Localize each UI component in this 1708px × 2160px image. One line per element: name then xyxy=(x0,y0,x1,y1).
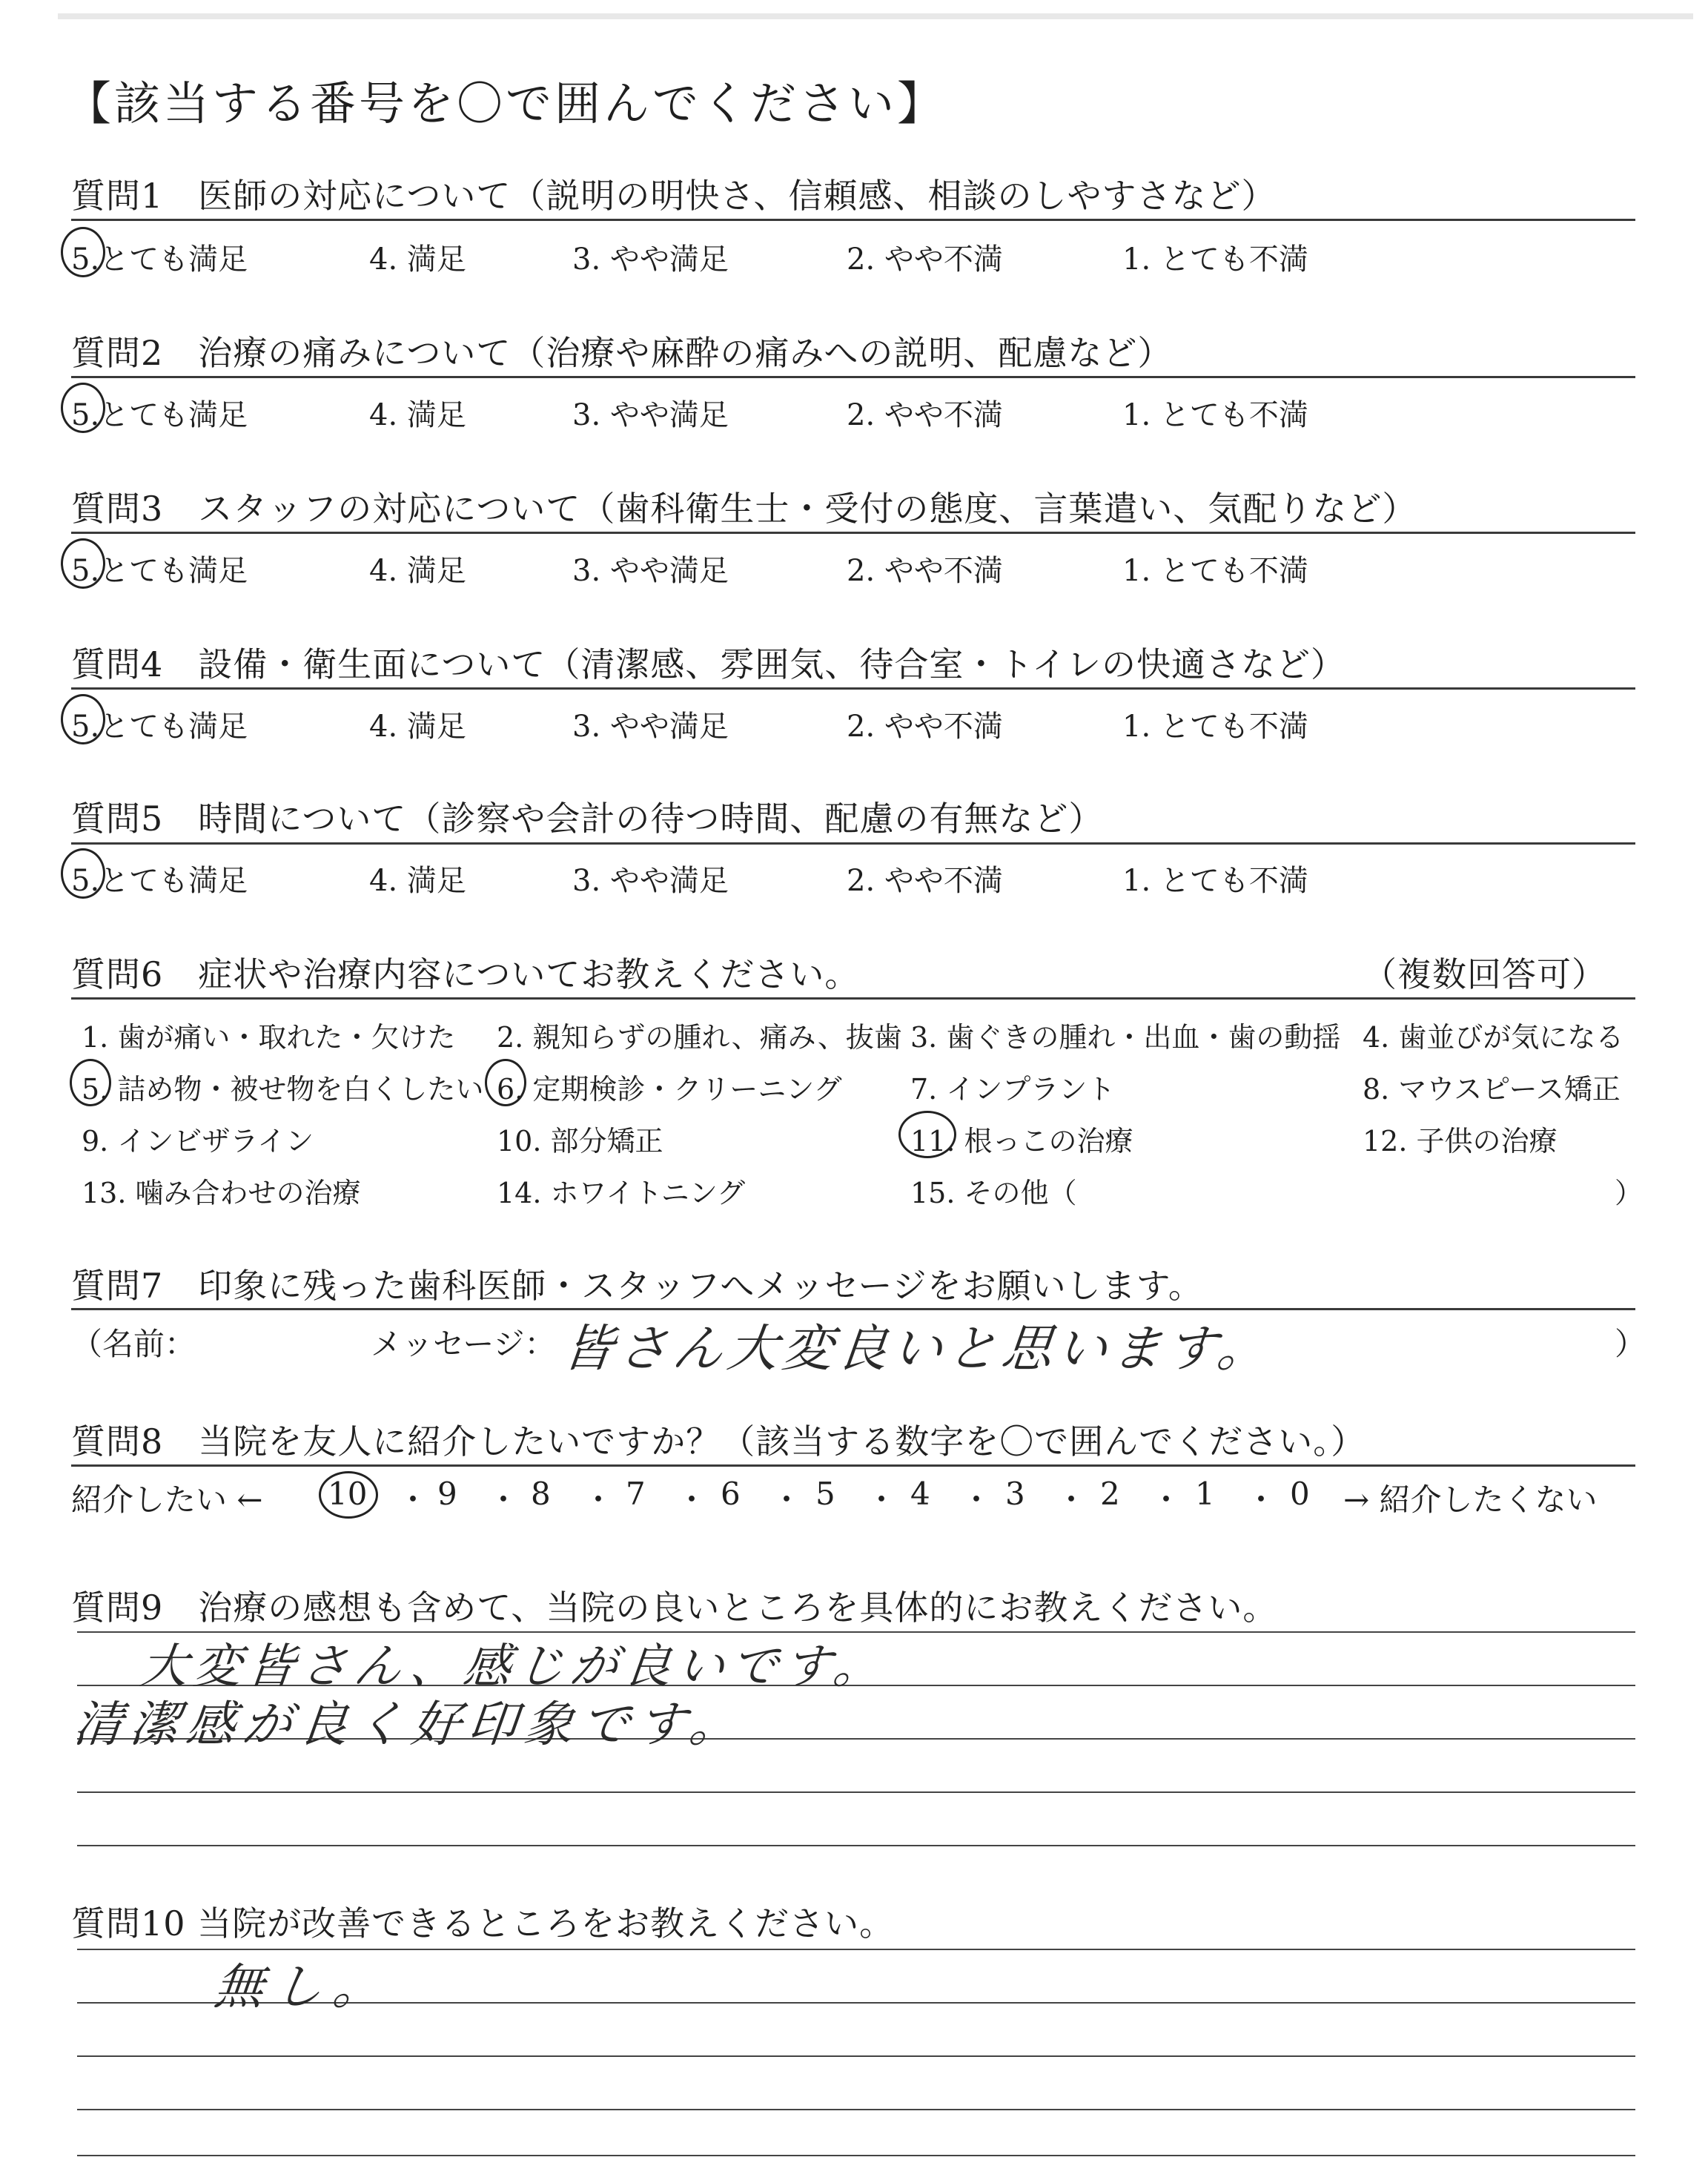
q8-score-7[interactable]: 7 xyxy=(626,1476,646,1512)
q8-dot: ・ xyxy=(1151,1482,1182,1518)
q7-title: 質問7 印象に残った歯科医師・スタッフへメッセージをお願いします。 xyxy=(71,1266,1203,1306)
q1-option-3[interactable]: 3. やや満足 xyxy=(572,242,729,277)
q6-item-1[interactable]: 1. 歯が痛い・取れた・欠けた xyxy=(82,1021,456,1054)
q1-rule xyxy=(71,219,1635,221)
q6-item-3[interactable]: 3. 歯ぐきの腫れ・出血・歯の動揺 xyxy=(910,1021,1341,1054)
q6-item-13[interactable]: 13. 噛み合わせの治療 xyxy=(82,1177,361,1209)
q5-rule xyxy=(71,842,1635,845)
q8-dot: ・ xyxy=(583,1482,615,1518)
q8-score-6[interactable]: 6 xyxy=(721,1476,741,1512)
q8-score-8[interactable]: 8 xyxy=(531,1476,551,1512)
q10-answer-line-1[interactable]: 無し。 xyxy=(211,1958,396,2015)
q6-item-12[interactable]: 12. 子供の治療 xyxy=(1363,1125,1558,1157)
q8-score-4[interactable]: 4 xyxy=(910,1476,930,1512)
form-heading: 【該当する番号を〇で囲んでください】 xyxy=(65,76,947,131)
q1-title: 質問1 医師の対応について（説明の明快さ、信頼感、相談のしやすさなど） xyxy=(71,176,1277,216)
q8-rule xyxy=(71,1464,1635,1467)
q8-left-label: 紹介したい ← xyxy=(71,1482,263,1518)
q8-dot: ・ xyxy=(961,1482,993,1518)
q6-item-4[interactable]: 4. 歯並びが気になる xyxy=(1363,1021,1624,1054)
q3-option-4[interactable]: 4. 満足 xyxy=(369,554,466,588)
q10-line xyxy=(77,2155,1635,2156)
q8-score-1[interactable]: 1 xyxy=(1195,1476,1215,1512)
q5-option-3[interactable]: 3. やや満足 xyxy=(572,864,729,898)
q4-rule xyxy=(71,687,1635,690)
q6-item-8[interactable]: 8. マウスピース矯正 xyxy=(1363,1073,1621,1106)
q6-item-14[interactable]: 14. ホワイトニング xyxy=(497,1177,746,1209)
q3-option-2[interactable]: 2. やや不満 xyxy=(847,554,1003,588)
q2-title: 質問2 治療の痛みについて（治療や麻酔の痛みへの説明、配慮など） xyxy=(71,333,1173,373)
q7-message-handwritten[interactable]: 皆さん大変良いと思います。 xyxy=(560,1320,1276,1378)
q1-option-4[interactable]: 4. 満足 xyxy=(369,242,466,277)
scan-top-edge xyxy=(58,13,1693,19)
q6-item-11[interactable]: 11. 根っこの治療 xyxy=(910,1125,1133,1157)
q9-line xyxy=(77,1845,1635,1846)
q4-title: 質問4 設備・衛生面について（清潔感、雰囲気、待合室・トイレの快適さなど） xyxy=(71,644,1346,684)
q2-option-5[interactable]: 5.とても満足 xyxy=(71,398,248,432)
q8-score-5[interactable]: 5 xyxy=(815,1476,835,1512)
q1-option-2[interactable]: 2. やや不満 xyxy=(847,242,1003,277)
q2-option-3[interactable]: 3. やや満足 xyxy=(572,398,729,432)
q6-item-6[interactable]: 6. 定期検診・クリーニング xyxy=(497,1073,842,1106)
q2-option-2[interactable]: 2. やや不満 xyxy=(847,398,1003,432)
q8-dot: ・ xyxy=(676,1482,708,1518)
q3-option-1[interactable]: 1. とても不満 xyxy=(1122,554,1308,588)
q8-dot: ・ xyxy=(397,1482,429,1518)
q8-score-3[interactable]: 3 xyxy=(1005,1476,1025,1512)
q6-item-2[interactable]: 2. 親知らずの腫れ、痛み、抜歯 xyxy=(497,1021,902,1054)
q7-name-label: （名前： xyxy=(71,1326,196,1362)
q5-option-4[interactable]: 4. 満足 xyxy=(369,864,466,898)
q9-title: 質問9 治療の感想も含めて、当院の良いところを具体的にお教えください。 xyxy=(71,1588,1278,1628)
q8-score-10[interactable]: 10 xyxy=(328,1476,368,1512)
q8-score-0[interactable]: 0 xyxy=(1290,1476,1310,1512)
q1-option-5[interactable]: 5.とても満足 xyxy=(71,242,248,277)
q9-answer-line-2[interactable]: 清潔感が良く好印象です。 xyxy=(70,1696,749,1753)
q3-rule xyxy=(71,532,1635,534)
q6-item-5[interactable]: 5. 詰め物・被せ物を白くしたい xyxy=(82,1073,484,1106)
q4-option-4[interactable]: 4. 満足 xyxy=(369,710,466,744)
q6-item-15-close: ） xyxy=(1615,1177,1644,1209)
q8-dot: ・ xyxy=(1245,1482,1277,1518)
q8-right-label: → 紹介したくない xyxy=(1343,1482,1598,1518)
q8-dot: ・ xyxy=(1056,1482,1088,1518)
q9-line xyxy=(77,1791,1635,1793)
q5-option-1[interactable]: 1. とても不満 xyxy=(1122,864,1308,898)
q8-score-2[interactable]: 2 xyxy=(1100,1476,1120,1512)
q10-line xyxy=(77,2109,1635,2110)
q3-title: 質問3 スタッフの対応について（歯科衛生士・受付の態度、言葉遣い、気配りなど） xyxy=(71,489,1417,529)
q2-option-1[interactable]: 1. とても不満 xyxy=(1122,398,1308,432)
q2-rule xyxy=(71,376,1635,378)
q3-option-5[interactable]: 5.とても満足 xyxy=(71,554,248,588)
q4-option-1[interactable]: 1. とても不満 xyxy=(1122,710,1308,744)
q9-answer-line-1[interactable]: 大変皆さん、感じが良いです。 xyxy=(137,1639,890,1694)
q10-line xyxy=(77,2055,1635,2057)
q5-option-5[interactable]: 5.とても満足 xyxy=(71,864,248,898)
q4-option-5[interactable]: 5.とても満足 xyxy=(71,710,248,744)
q8-title: 質問8 当院を友人に紹介したいですか？（該当する数字を〇で囲んでください。） xyxy=(71,1421,1366,1462)
q5-option-2[interactable]: 2. やや不満 xyxy=(847,864,1003,898)
q6-item-7[interactable]: 7. インプラント xyxy=(910,1073,1116,1106)
q6-item-9[interactable]: 9. インビザライン xyxy=(82,1125,314,1157)
q3-option-3[interactable]: 3. やや満足 xyxy=(572,554,729,588)
q8-score-9[interactable]: 9 xyxy=(437,1476,457,1512)
q6-note: （複数回答可） xyxy=(1363,954,1606,994)
q2-option-4[interactable]: 4. 満足 xyxy=(369,398,466,432)
q4-option-3[interactable]: 3. やや満足 xyxy=(572,710,729,744)
q6-rule xyxy=(71,997,1635,1000)
q8-dot: ・ xyxy=(771,1482,803,1518)
q4-option-2[interactable]: 2. やや不満 xyxy=(847,710,1003,744)
q7-close-paren: ） xyxy=(1615,1326,1646,1362)
q6-item-15[interactable]: 15. その他（ xyxy=(910,1177,1077,1209)
q10-title: 質問10 当院が改善できるところをお教えください。 xyxy=(71,1903,895,1943)
q1-option-1[interactable]: 1. とても不満 xyxy=(1122,242,1308,277)
q6-title: 質問6 症状や治療内容についてお教えください。 xyxy=(71,954,860,994)
q5-title: 質問5 時間について（診察や会計の待つ時間、配慮の有無など） xyxy=(71,799,1104,839)
q6-item-10[interactable]: 10. 部分矯正 xyxy=(497,1125,663,1157)
q8-dot: ・ xyxy=(488,1482,520,1518)
q8-dot: ・ xyxy=(866,1482,898,1518)
q7-message-label: メッセージ： xyxy=(371,1326,556,1362)
